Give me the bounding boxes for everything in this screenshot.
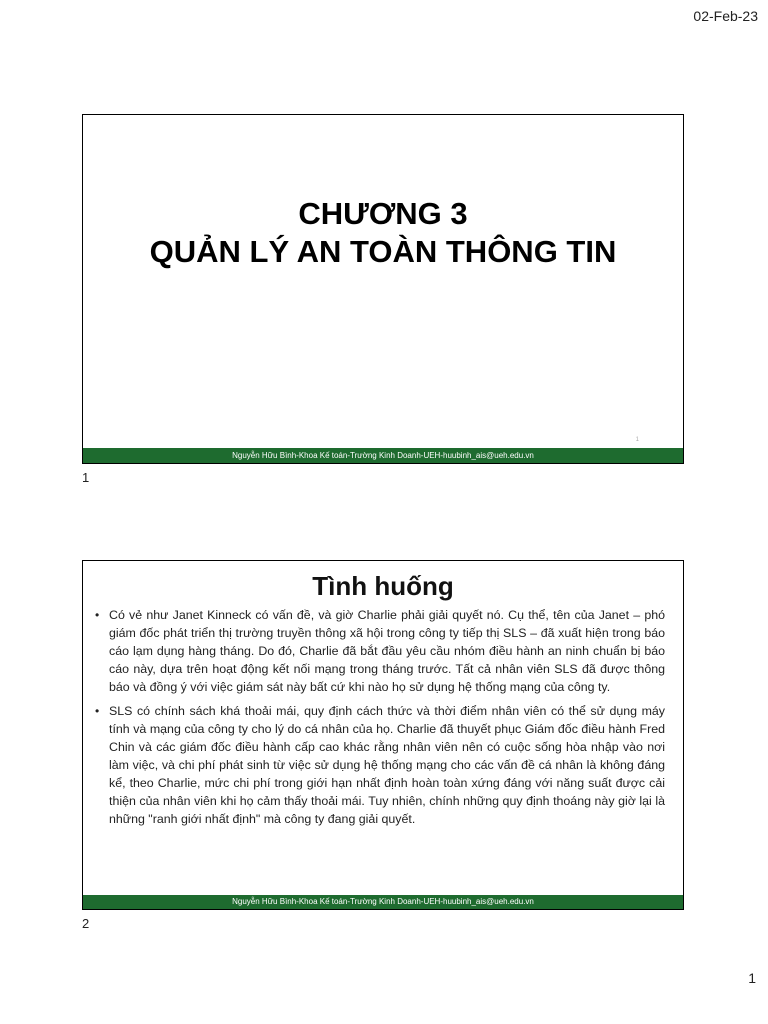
slide-2 xyxy=(82,560,684,910)
slide-1 xyxy=(82,114,684,464)
slide-1-number: 1 xyxy=(635,437,639,443)
bullet-dot-icon: • xyxy=(95,704,100,718)
slide-1-title-line2: QUẢN LÝ AN TOÀN THÔNG TIN xyxy=(149,234,617,269)
slide-1-footer: Nguyễn Hữu Bình-Khoa Kế toán-Trường Kinh Doanh-UEH-huubinh_ais@ueh.edu.vn xyxy=(83,448,683,463)
slide-1-title-line1: CHƯƠNG 3 xyxy=(298,196,468,231)
slide-2-bullet-list xyxy=(83,606,683,828)
bullet-item xyxy=(93,702,665,828)
header-date: 02-Feb-23 xyxy=(693,8,758,24)
slide-2-footer: Nguyễn Hữu Bình-Khoa Kế toán-Trường Kinh Doanh-UEH-huubinh_ais@ueh.edu.vn xyxy=(83,895,683,909)
slide-2-index: 2 xyxy=(82,916,90,931)
bullet-item xyxy=(93,606,665,696)
bullet-dot-icon: • xyxy=(95,608,100,622)
bullet-text: SLS có chính sách khá thoải mái, quy định cách thức và thời điểm nhân viên có thể sử dụng máy tính và mạng của công ty cho lý do cá nhân của họ. Charlie đã thuyết phục Giám đốc điều hành Fred Chin và các giám đốc điều hành cấp cao khác rằng nhân viên nên có cuộc sống hòa nhập vào nơi làm việc, và chi phí phát sinh từ việc sử dụng hệ thống mạng cho các vấn đề cá nhân là không đáng kể, theo Charlie, mức chi phí trong giới hạn nhất định hoàn toàn xứng đáng với năng suất được cải thiện của nhân viên khi họ cảm thấy thoải mái. Tuy nhiên, chính những quy định thoáng này giờ lại là những "ranh giới nhất định" mà công ty đang giải quyết. xyxy=(109,704,665,826)
slide-1-index: 1 xyxy=(82,470,90,485)
slide-2-title: Tình huống xyxy=(312,571,454,601)
page-number: 1 xyxy=(748,970,756,986)
slide-1-title xyxy=(83,195,683,271)
bullet-text: Có vẻ như Janet Kinneck có vấn đề, và giờ Charlie phải giải quyết nó. Cụ thể, tên của Janet – phó giám đốc phát triển thị trường truyền thông xã hội trong công ty tiếp thị SLS – đã xuất hiện trong báo cáo lạm dụng hàng tháng. Do đó, Charlie đã bắt đầu yêu cầu nhóm điều hành an ninh chuẩn bị báo cáo này, dựa trên hoạt động kết nối mạng trong tháng trước. Tất cả nhân viên SLS đã được thông báo và đồng ý với việc giám sát này bất cứ khi nào họ sử dụng hệ thống mạng của công ty. xyxy=(109,608,665,694)
